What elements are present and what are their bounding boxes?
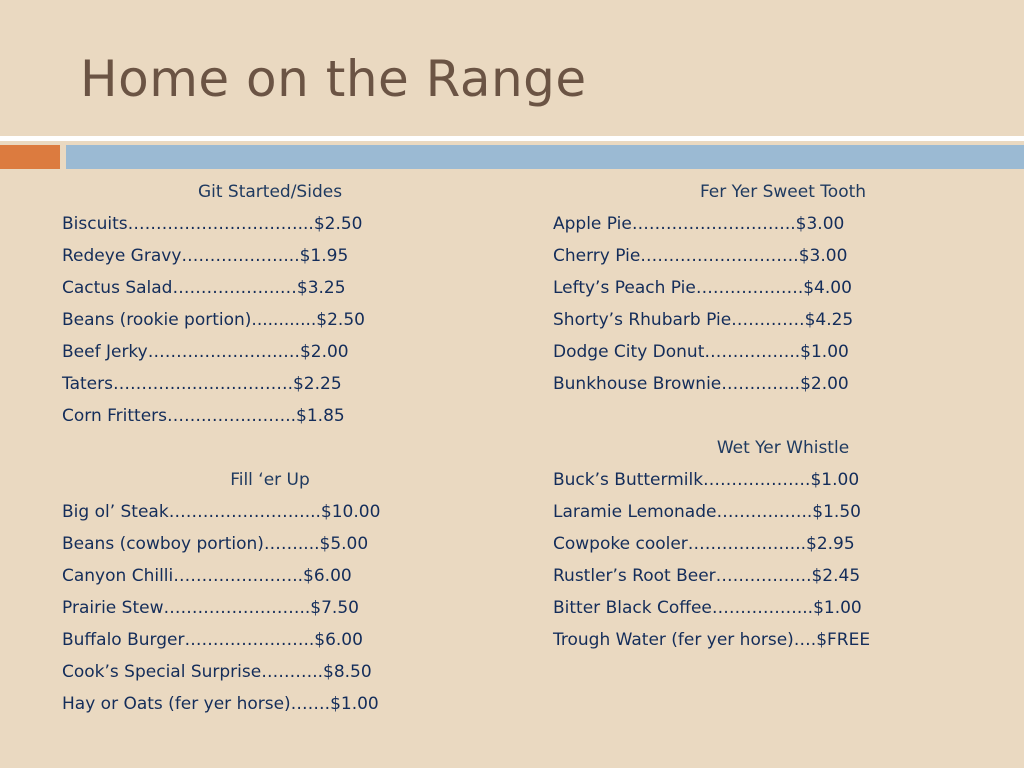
slide-title: Home on the Range [80, 50, 587, 108]
divider-line [0, 136, 1024, 141]
menu-item: Buck’s Buttermilk……………….$1.00 [553, 470, 860, 490]
section-heading-sides: Git Started/Sides [197, 182, 343, 202]
menu-column-left [62, 176, 482, 720]
menu-item: Cactus Salad……………….…$3.25 [62, 278, 346, 298]
menu-item: Bitter Black Coffee……………...$1.00 [553, 598, 862, 618]
menu-item: Corn Fritters……..…….……..$1.85 [62, 406, 345, 426]
menu-item: Cowpoke cooler………………...$2.95 [553, 534, 855, 554]
menu-item: Cherry Pie……………………….$3.00 [553, 246, 848, 266]
section-heading-desserts: Fer Yer Sweet Tooth [699, 182, 867, 202]
section-heading-drinks: Wet Yer Whistle [716, 438, 850, 458]
menu-item: Biscuits…………………………...$2.50 [62, 214, 363, 234]
accent-bar-blue [66, 145, 1024, 169]
menu-item: Laramie Lemonade……………..$1.50 [553, 502, 861, 522]
menu-item: Prairie Stew……………………..$7.50 [62, 598, 359, 618]
menu-item: Big ol’ Steak……………………...$10.00 [62, 502, 381, 522]
menu-item: Rustler’s Root Beer……………..$2.45 [553, 566, 861, 586]
menu-item: Lefty’s Peach Pie……………….$4.00 [553, 278, 852, 298]
menu-item: Beans (rookie portion)............$2.50 [62, 310, 365, 330]
menu-item: Apple Pie………………………..$3.00 [553, 214, 845, 234]
menu-item: Beef Jerky………….……….….$2.00 [62, 342, 349, 362]
menu-item: Trough Water (fer yer horse)….$FREE [553, 630, 871, 650]
section-heading-mains: Fill ‘er Up [230, 470, 310, 490]
section-spacer [62, 432, 482, 464]
menu-item: Hay or Oats (fer yer horse)…….$1.00 [62, 694, 379, 714]
accent-bar-orange [0, 145, 60, 169]
section-spacer [553, 400, 993, 432]
menu-item: Beans (cowboy portion)……....$5.00 [62, 534, 369, 554]
menu-item: Dodge City Donut……………..$1.00 [553, 342, 849, 362]
menu-column-right [553, 176, 993, 656]
menu-item: Cook’s Special Surprise………..$8.50 [62, 662, 372, 682]
menu-item: Shorty’s Rhubarb Pie………….$4.25 [553, 310, 854, 330]
menu-item: Bunkhouse Brownie…………..$2.00 [553, 374, 849, 394]
menu-item: Buffalo Burger…………………..$6.00 [62, 630, 363, 650]
menu-item: Taters…………..….….……….$2.25 [62, 374, 342, 394]
menu-item: Canyon Chilli…………………..$6.00 [62, 566, 352, 586]
menu-item: Redeye Gravy………………...$1.95 [62, 246, 349, 266]
